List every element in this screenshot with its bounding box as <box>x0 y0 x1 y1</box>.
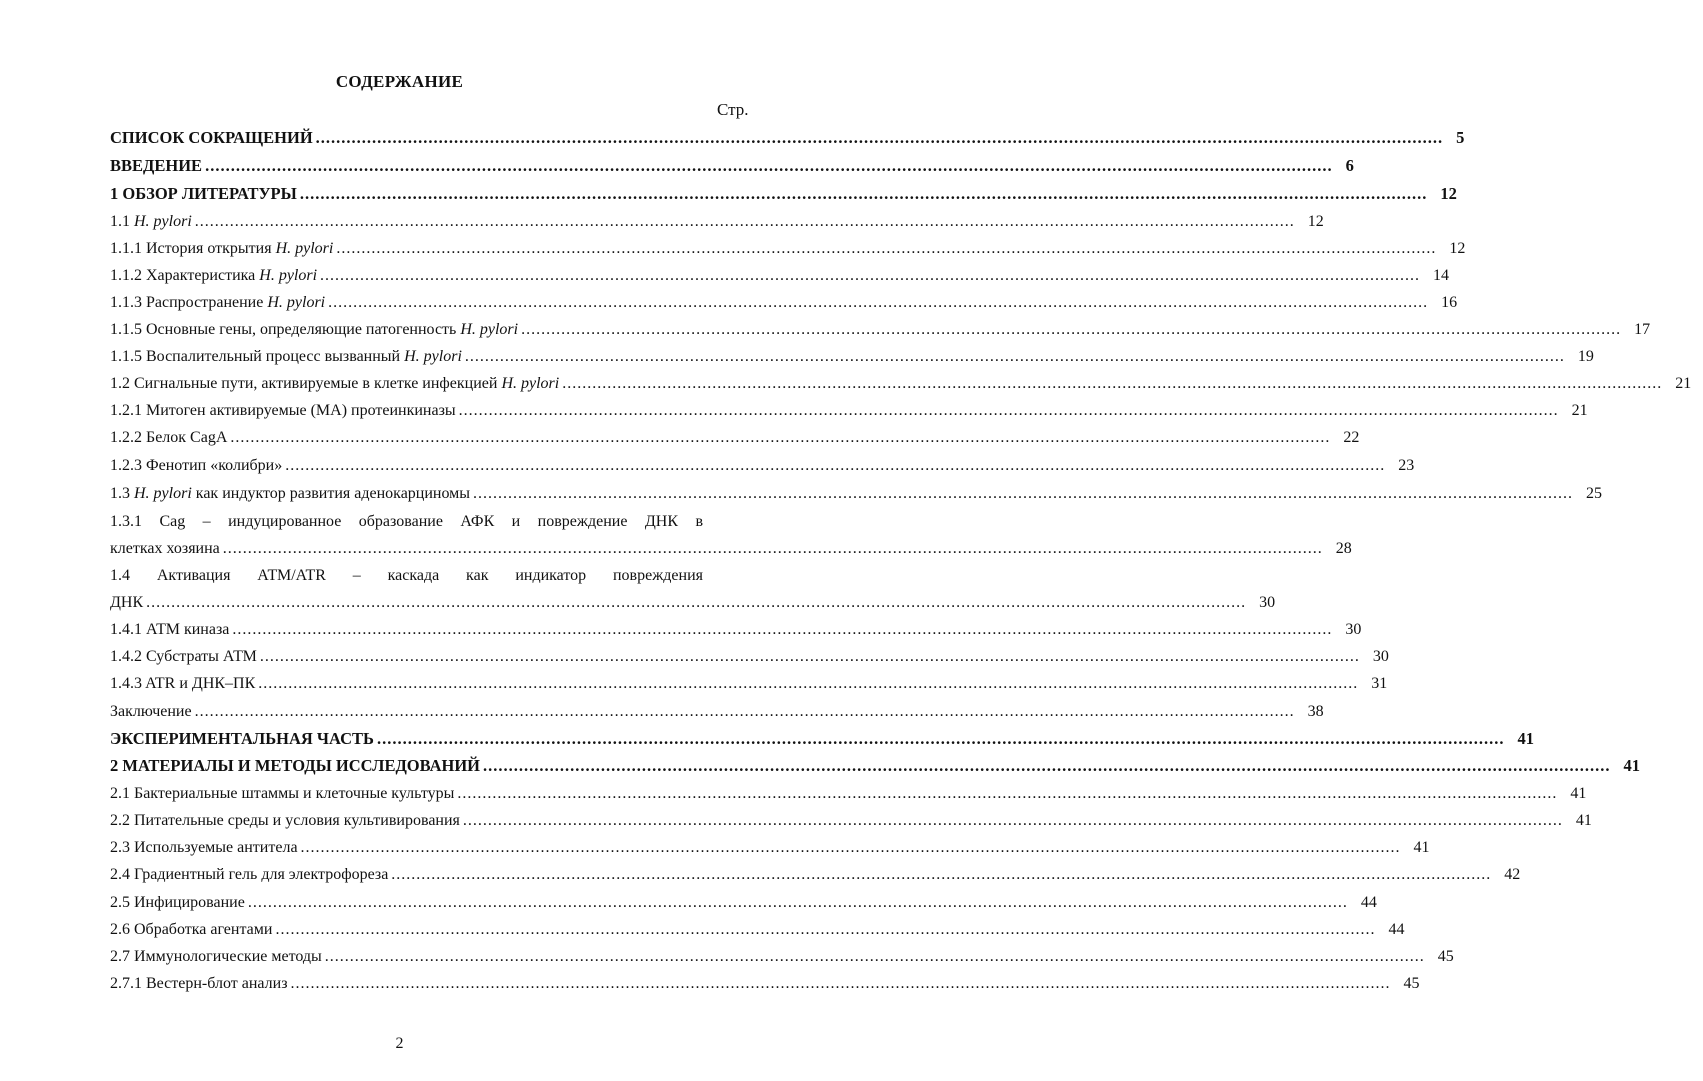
dot-leader: ............................................................................................................................................................................................................................ <box>232 621 1333 638</box>
toc-entry[interactable]: ДНК ............................................................................................................................................................................................................................ 30 <box>110 592 750 616</box>
dot-leader: ............................................................................................................................................................................................................................ <box>290 975 1391 992</box>
toc-entry[interactable]: 1.2 Сигнальные пути, активируемые в клетке инфекцией H. pylori ............................................................................................................................................................................................................................ 21 <box>110 373 750 397</box>
dot-leader: ............................................................................................................................................................................................................................ <box>230 429 1331 446</box>
dot-leader: ............................................................................................................................................................................................................................ <box>562 375 1663 392</box>
toc-page-number: 41 <box>1570 785 1587 802</box>
dot-leader: ............................................................................................................................................................................................................................ <box>194 703 1295 720</box>
toc-entry[interactable]: 2.6 Обработка агентами ............................................................................................................................................................................................................................ 44 <box>110 919 750 943</box>
page-title: СОДЕРЖАНИЕ <box>335 72 464 91</box>
dot-leader: ............................................................................................................................................................................................................................ <box>391 866 1492 883</box>
dot-leader: ............................................................................................................................................................................................................................ <box>299 184 1428 203</box>
page-number: 2 <box>395 1035 404 1052</box>
toc-entry-introduction[interactable]: ВВЕДЕНИЕ ............................................................................................................................................................................................................................ 6 <box>110 155 750 179</box>
toc-page-number: 44 <box>1360 894 1377 911</box>
toc-entry-experimental-part[interactable]: ЭКСПЕРИМЕНТАЛЬНАЯ ЧАСТЬ ............................................................................................................................................................................................................................ 41 <box>110 728 750 752</box>
dot-leader: ............................................................................................................................................................................................................................ <box>320 267 1421 284</box>
dot-leader: ............................................................................................................................................................................................................................ <box>328 294 1429 311</box>
dot-leader: ............................................................................................................................................................................................................................ <box>521 321 1622 338</box>
toc-page-number: 12 <box>1440 184 1457 203</box>
toc-entry[interactable]: 1.1.2 Характеристика H. pylori ............................................................................................................................................................................................................................ 14 <box>110 265 750 289</box>
toc-entry-literature-review[interactable]: 1 ОБЗОР ЛИТЕРАТУРЫ ............................................................................................................................................................................................................................ 12 <box>110 183 750 207</box>
toc-entry[interactable]: 1.4.1 АТМ киназа ............................................................................................................................................................................................................................ 30 <box>110 619 750 643</box>
toc-entry[interactable]: 1.2.2 Белок CagA ............................................................................................................................................................................................................................ 22 <box>110 427 750 451</box>
toc-page-number: 31 <box>1371 675 1388 692</box>
dot-leader: ............................................................................................................................................................................................................................ <box>258 675 1359 692</box>
toc-page-number: 42 <box>1504 866 1521 883</box>
toc-page-number: 17 <box>1634 321 1651 338</box>
toc-page-number: 21 <box>1675 375 1692 392</box>
toc-page-number: 45 <box>1403 975 1420 992</box>
toc-page-number: 41 <box>1413 839 1430 856</box>
toc-page-number: 5 <box>1456 128 1465 147</box>
toc-entry[interactable]: 2.7.1 Вестерн-блот анализ ............................................................................................................................................................................................................................ 45 <box>110 973 750 997</box>
dot-leader: ............................................................................................................................................................................................................................ <box>247 894 1348 911</box>
toc-page-number: 30 <box>1345 621 1362 638</box>
toc-page-number: 38 <box>1307 703 1324 720</box>
dot-leader: ............................................................................................................................................................................................................................ <box>376 729 1505 748</box>
toc-entry[interactable]: 2.5 Инфицирование ............................................................................................................................................................................................................................ 44 <box>110 892 750 916</box>
dot-leader: ............................................................................................................................................................................................................................ <box>315 128 1444 147</box>
toc-entry[interactable]: 1.1.3 Распространение H. pylori ............................................................................................................................................................................................................................ 16 <box>110 292 750 316</box>
toc-entry[interactable]: 1.4.3 ATR и ДНК–ПК ............................................................................................................................................................................................................................ 31 <box>110 673 750 697</box>
toc-page-number: 30 <box>1372 648 1389 665</box>
toc-entry-first-line: 1.3.1 Cag – индуцированное образование АФК и повреждение ДНК в <box>110 513 703 530</box>
toc-page-number: 21 <box>1571 402 1588 419</box>
toc-entry[interactable]: 1.1.5 Воспалительный процесс вызванный H. pylori ............................................................................................................................................................................................................................ 19 <box>110 346 750 370</box>
dot-leader: ............................................................................................................................................................................................................................ <box>300 839 1401 856</box>
toc-page-number: 41 <box>1517 729 1534 748</box>
dot-leader: ............................................................................................................................................................................................................................ <box>285 457 1386 474</box>
toc-entry[interactable]: 2.2 Питательные среды и условия культивирования ............................................................................................................................................................................................................................ 41 <box>110 810 750 834</box>
toc-page-number: 16 <box>1441 294 1458 311</box>
toc-page-number: 14 <box>1433 267 1450 284</box>
toc-entry[interactable]: 1.3 H. pylori как индуктор развития аденокарциномы ............................................................................................................................................................................................................................ 25 <box>110 483 750 507</box>
toc-page-number: 19 <box>1577 348 1594 365</box>
dot-leader: ............................................................................................................................................................................................................................ <box>336 240 1437 257</box>
dot-leader: ............................................................................................................................................................................................................................ <box>473 485 1574 502</box>
toc-page-number: 45 <box>1437 948 1454 965</box>
toc-page-number: 12 <box>1449 240 1466 257</box>
dot-leader: ............................................................................................................................................................................................................................ <box>275 921 1376 938</box>
toc-page-number: 12 <box>1307 213 1324 230</box>
toc-entry[interactable]: 1.1.1 История открытия H. pylori ............................................................................................................................................................................................................................ 12 <box>110 238 750 262</box>
toc-entry[interactable]: клетках хозяина ............................................................................................................................................................................................................................ 28 <box>110 538 750 562</box>
toc-entry[interactable]: 1.4.2 Субстраты АТМ ............................................................................................................................................................................................................................ 30 <box>110 646 750 670</box>
toc-entry-abbreviations[interactable]: СПИСОК СОКРАЩЕНИЙ ............................................................................................................................................................................................................................ 5 <box>110 127 750 151</box>
toc-entry-first-line: 1.4 Активация АТМ/ATR – каскада как индикатор повреждения <box>110 567 703 584</box>
toc-entry[interactable]: 1.2.3 Фенотип «колибри» ............................................................................................................................................................................................................................ 23 <box>110 455 750 479</box>
toc-page-number: 6 <box>1345 156 1354 175</box>
toc-entry-materials-methods[interactable]: 2 МАТЕРИАЛЫ И МЕТОДЫ ИССЛЕДОВАНИЙ ............................................................................................................................................................................................................................ 41 <box>110 755 750 779</box>
dot-leader: ............................................................................................................................................................................................................................ <box>457 785 1558 802</box>
dot-leader: ............................................................................................................................................................................................................................ <box>222 540 1323 557</box>
dot-leader: ............................................................................................................................................................................................................................ <box>462 812 1563 829</box>
dot-leader: ............................................................................................................................................................................................................................ <box>146 594 1247 611</box>
page-column-label: Стр. <box>717 100 749 119</box>
toc-page-number: 44 <box>1388 921 1405 938</box>
dot-leader: ............................................................................................................................................................................................................................ <box>464 348 1565 365</box>
toc-entry[interactable]: 2.4 Градиентный гель для электрофореза ............................................................................................................................................................................................................................ 42 <box>110 864 750 888</box>
toc-page-number: 41 <box>1623 756 1641 775</box>
dot-leader: ............................................................................................................................................................................................................................ <box>205 156 1333 175</box>
dot-leader: ............................................................................................................................................................................................................................ <box>483 756 1611 775</box>
toc-page-number: 30 <box>1259 594 1276 611</box>
dot-leader: ............................................................................................................................................................................................................................ <box>324 948 1425 965</box>
toc-page-number: 25 <box>1586 485 1603 502</box>
toc-entry[interactable]: 1.1.5 Основные гены, определяющие патогенность H. pylori ............................................................................................................................................................................................................................ 17 <box>110 319 750 343</box>
toc-entry-conclusion[interactable]: Заключение ............................................................................................................................................................................................................................ 38 <box>110 701 750 725</box>
toc-entry[interactable]: 2.7 Иммунологические методы ............................................................................................................................................................................................................................ 45 <box>110 946 750 970</box>
toc-page-number: 23 <box>1398 457 1415 474</box>
toc-entry[interactable]: 2.1 Бактериальные штаммы и клеточные культуры ............................................................................................................................................................................................................................ 41 <box>110 783 750 807</box>
toc-entry[interactable]: 1.2.1 Митоген активируемые (МА) протеинкиназы ............................................................................................................................................................................................................................ 21 <box>110 400 750 424</box>
toc-entry[interactable]: 1.1 H. pylori ............................................................................................................................................................................................................................ 12 <box>110 211 750 235</box>
toc-page-number: 22 <box>1343 429 1360 446</box>
dot-leader: ............................................................................................................................................................................................................................ <box>259 648 1360 665</box>
toc-entry[interactable]: 2.3 Используемые антитела ............................................................................................................................................................................................................................ 41 <box>110 837 750 861</box>
dot-leader: ............................................................................................................................................................................................................................ <box>458 402 1559 419</box>
toc-page-number: 28 <box>1335 540 1352 557</box>
dot-leader: ............................................................................................................................................................................................................................ <box>194 213 1295 230</box>
toc-page-number: 41 <box>1575 812 1592 829</box>
